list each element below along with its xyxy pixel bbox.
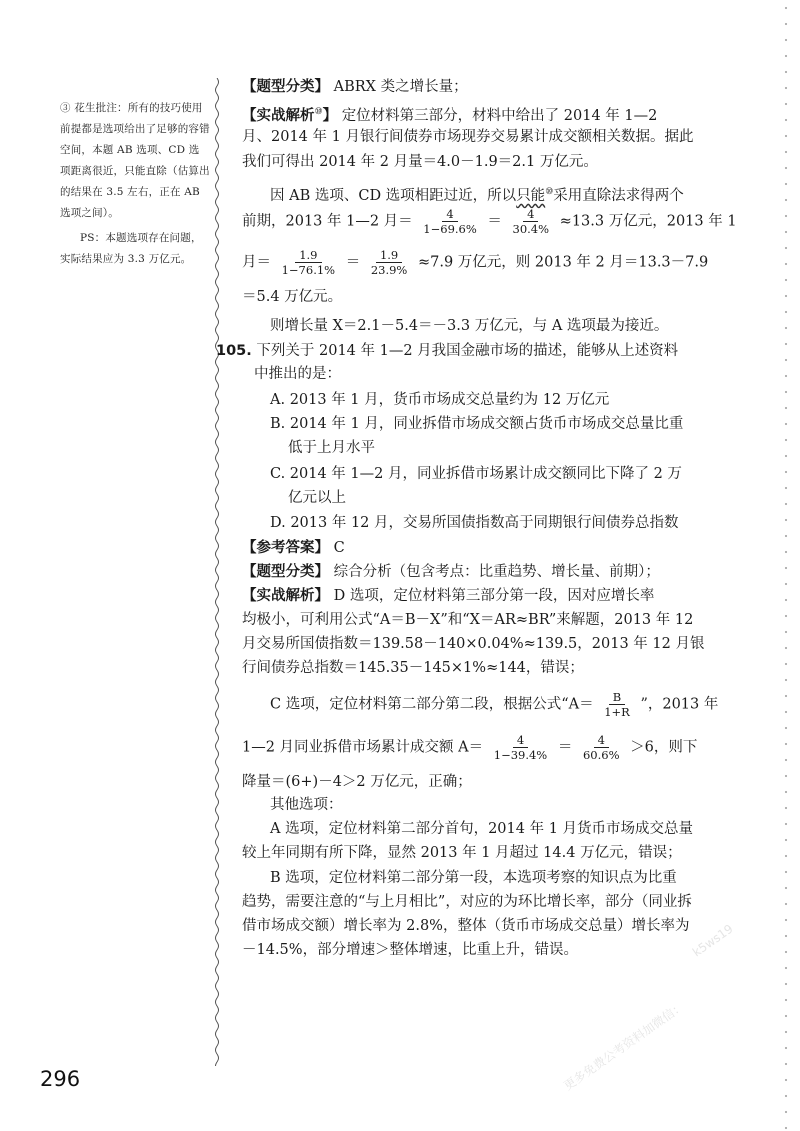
equals: ＝ (487, 213, 502, 230)
fraction (509, 207, 554, 236)
option-a-analysis: A 选项，定位材料第二部分首句，2014 年 1 月货币市场成交总量 (270, 821, 694, 837)
option-b-analysis-4: －14.5%，部分增速＞整体增速，比重上升，错误。 (242, 942, 579, 958)
numerator: 4 (442, 207, 457, 222)
line-9: 则增长量 X＝2.1－5.4＝－3.3 万亿元，与 A 选项最为接近。 (270, 318, 669, 334)
option-b-analysis-3: 借市场成交额）增长率为 2.8%，整体（货币市场成交总量）增长率为 (242, 918, 690, 934)
numerator: 1.9 (376, 248, 402, 263)
numerator: 1.9 (295, 248, 321, 263)
denominator: 60.6% (582, 748, 620, 762)
fraction (579, 733, 624, 762)
option-b-analysis-2: 趋势，需要注意的“与上月相比”，对应的为环比增长率，部分（同业拆 (242, 894, 692, 910)
denominator: 23.9% (370, 263, 408, 277)
line-text: 因 AB 选项、CD 选项相距过近，所以 (270, 187, 517, 204)
option-c-cont: 亿元以上 (288, 490, 346, 506)
section-tag: 【题型分类】 (242, 79, 329, 95)
watermark-2: k5ws19 (690, 921, 736, 960)
option-b-analysis: B 选项，定位材料第二部分第一段，本选项考察的知识点为比重 (270, 870, 677, 886)
analysis-tag: 【实战解析】 (242, 588, 329, 604)
analysis-line-4: 行间债券总指数＝145.35－145×1%≈144，错误； (242, 660, 584, 676)
margin-note-text: ③ 花生批注：所有的技巧使用前提都是选项给出了足够的容错空间，本题 AB 选项、CD 选项距离很近，只能直除（估算出的结果在 3.5 左右，正在 AB 选项之间）。 (60, 102, 210, 219)
denominator: 30.4% (512, 222, 550, 236)
denominator: 1+R (604, 705, 630, 719)
line-text: 采用直除法求得两个 (553, 187, 684, 204)
option-d: D. 2013 年 12 月，交易所国债指数高于同期银行间债券总指数 (270, 515, 679, 531)
numerator: 4 (594, 733, 609, 748)
answer-value: C (333, 540, 345, 556)
analysis-line-1 (242, 584, 654, 609)
analysis-tag: 【实战解析 (242, 107, 315, 124)
analysis-line-3: 月交易所国债指数＝139.58－140×0.04%≈139.5，2013 年 12 月银 (242, 636, 705, 652)
option-b: B. 2014 年 1 月，同业拆借市场成交额占货币市场成交总量比重 (270, 416, 684, 432)
numerator: B (609, 690, 625, 705)
watermark: 更多免费公考资料加微信： (561, 999, 688, 1094)
underlined-text: 只能 (516, 187, 546, 204)
option-c-analysis-3: 降量＝(6+)－4＞2 万亿元，正确； (242, 774, 472, 790)
denominator: 1−39.4% (493, 748, 548, 762)
line-6 (242, 207, 737, 236)
line-text: 1—2 月同业拆借市场累计成交额 A＝ (242, 739, 484, 756)
line-3: 月、2014 年 1 月银行间债券市场现券交易累计成交额相关数据。据此 (242, 129, 694, 145)
line-1 (242, 75, 468, 100)
line-7 (242, 248, 708, 277)
fraction (278, 248, 340, 277)
numerator: 4 (523, 207, 538, 222)
line-text: 前期，2013 年 1—2 月＝ (242, 213, 413, 230)
denominator: 1−76.1% (281, 263, 336, 277)
option-c: C. 2014 年 1—2 月，同业拆借市场累计成交额同比下降了 2 万 (270, 466, 682, 482)
line-text: ≈7.9 万亿元，则 2013 年 2 月＝13.3－7.9 (417, 254, 709, 271)
analysis-tag-end: 】 (322, 107, 338, 124)
line-text: C 选项，定位材料第二部分第二段，根据公式“A＝ (270, 696, 594, 713)
line-5 (270, 180, 684, 209)
footnote-mark: ⑩ (314, 107, 323, 117)
margin-note (60, 98, 210, 270)
question-text-2: 中推出的是： (254, 366, 341, 382)
other-options-label: 其他选项： (270, 797, 343, 813)
analysis-line-2: 均极小，可利用公式“A＝B－X”和“X＝AR≈BR”来解题，2013 年 12 (242, 612, 694, 628)
option-a-analysis-2: 较上年同期有所下降，显然 2013 年 1 月超过 14.4 万亿元，错误； (242, 845, 682, 861)
question-105 (216, 339, 678, 364)
section-text: ABRX 类之增长量； (333, 79, 468, 95)
answer-line (242, 536, 345, 561)
answer-tag: 【参考答案】 (242, 540, 329, 556)
footnote-mark: ⑩ (545, 187, 554, 197)
question-text: 下列关于 2014 年 1—2 月我国金融市场的描述，能够从上述资料 (256, 343, 679, 359)
line-text: 定位材料第三部分，材料中给出了 2014 年 1—2 (341, 107, 658, 124)
line-text: 月＝ (242, 254, 271, 271)
option-c-analysis (270, 690, 718, 719)
equals: ＝ (345, 254, 361, 271)
margin-note-ps: PS：本题选项存在问题，实际结果应为 3.3 万亿元。 (60, 232, 202, 265)
line-text: ”，2013 年 (640, 696, 719, 713)
line-text: ＞6，则下 (630, 739, 698, 756)
option-a: A. 2013 年 1 月，货币市场成交总量约为 12 万亿元 (270, 392, 610, 408)
type-tag: 【题型分类】 (242, 564, 329, 580)
equals: ＝ (557, 739, 573, 756)
type-text: 综合分析（包含考点：比重趋势、增长量、前期）； (333, 564, 660, 580)
fraction (419, 207, 481, 236)
question-number: 105. (216, 343, 252, 359)
fraction (367, 248, 412, 277)
line-text: ≈13.3 万亿元，2013 年 1 (559, 213, 737, 230)
line-8: ＝5.4 万亿元。 (242, 289, 343, 305)
page-number: 296 (40, 1067, 81, 1091)
denominator: 1−69.6% (423, 222, 477, 236)
option-b-cont: 低于上月水平 (288, 440, 375, 456)
option-c-analysis-2 (242, 733, 697, 762)
fraction (600, 690, 634, 719)
wavy-divider (213, 78, 221, 1066)
fraction (490, 733, 552, 762)
type-line (242, 560, 660, 585)
numerator: 4 (513, 733, 528, 748)
analysis-text: D 选项，定位材料第三部分第一段，因对应增长率 (333, 588, 655, 604)
line-4: 我们可得出 2014 年 2 月量＝4.0－1.9＝2.1 万亿元。 (242, 154, 598, 170)
dotted-margin (784, 0, 788, 1131)
